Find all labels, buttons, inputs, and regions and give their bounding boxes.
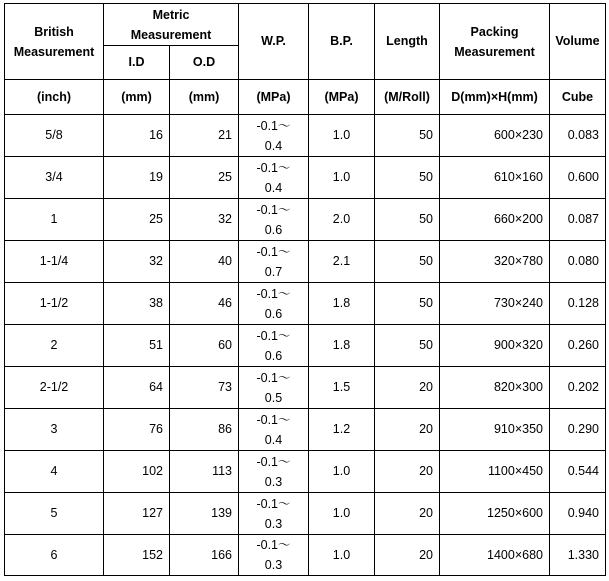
unit-bp: (MPa) xyxy=(309,80,375,115)
cell-length: 20 xyxy=(375,451,440,493)
cell-bp: 1.0 xyxy=(309,493,375,535)
cell-wp-max: 0.4 xyxy=(264,180,283,195)
cell-bp: 1.8 xyxy=(309,325,375,367)
cell-bp: 1.2 xyxy=(309,409,375,451)
header-british: British Measurement xyxy=(5,4,104,80)
header-wp: W.P. xyxy=(239,4,309,80)
cell-length: 50 xyxy=(375,283,440,325)
table-row xyxy=(5,199,606,241)
cell-wp-max: 0.5 xyxy=(264,390,283,405)
cell-volume: 0.080 xyxy=(550,241,606,283)
cell-id: 19 xyxy=(104,157,170,199)
cell-volume: 1.330 xyxy=(550,535,606,576)
header-length: Length xyxy=(375,4,440,80)
cell-volume: 0.260 xyxy=(550,325,606,367)
table-row xyxy=(5,115,606,157)
cell-id: 51 xyxy=(104,325,170,367)
cell-packing: 600×230 xyxy=(440,115,550,157)
cell-inch: 3 xyxy=(5,409,104,451)
cell-length: 20 xyxy=(375,535,440,576)
cell-wp xyxy=(239,199,309,241)
cell-od: 73 xyxy=(170,367,239,409)
cell-inch: 1 xyxy=(5,199,104,241)
cell-wp-max: 0.4 xyxy=(264,138,283,153)
cell-bp: 1.0 xyxy=(309,535,375,576)
cell-bp: 1.0 xyxy=(309,451,375,493)
cell-wp xyxy=(239,493,309,535)
cell-id: 64 xyxy=(104,367,170,409)
cell-length: 50 xyxy=(375,157,440,199)
cell-wp-min: -0.1～ xyxy=(256,496,291,511)
table-row xyxy=(5,493,606,535)
header-id: I.D xyxy=(104,46,170,80)
cell-packing: 320×780 xyxy=(440,241,550,283)
cell-id: 16 xyxy=(104,115,170,157)
cell-id: 102 xyxy=(104,451,170,493)
cell-wp-min: -0.1～ xyxy=(256,244,291,259)
cell-wp-min: -0.1～ xyxy=(256,160,291,175)
table-row xyxy=(5,241,606,283)
cell-inch: 3/4 xyxy=(5,157,104,199)
cell-id: 152 xyxy=(104,535,170,576)
header-packing: Packing Measurement xyxy=(440,4,550,80)
cell-wp xyxy=(239,115,309,157)
cell-id: 25 xyxy=(104,199,170,241)
cell-od: 166 xyxy=(170,535,239,576)
cell-volume: 0.544 xyxy=(550,451,606,493)
unit-volume: Cube xyxy=(550,80,606,115)
cell-wp-min: -0.1～ xyxy=(256,412,291,427)
cell-wp xyxy=(239,409,309,451)
cell-packing: 1100×450 xyxy=(440,451,550,493)
cell-length: 50 xyxy=(375,241,440,283)
header-metric: Metric Measurement xyxy=(104,4,239,46)
cell-wp-min: -0.1～ xyxy=(256,118,291,133)
cell-wp xyxy=(239,325,309,367)
cell-volume: 0.128 xyxy=(550,283,606,325)
cell-wp-max: 0.6 xyxy=(264,222,283,237)
cell-bp: 1.0 xyxy=(309,115,375,157)
cell-inch: 2-1/2 xyxy=(5,367,104,409)
cell-length: 50 xyxy=(375,199,440,241)
cell-packing: 1400×680 xyxy=(440,535,550,576)
cell-od: 113 xyxy=(170,451,239,493)
cell-od: 32 xyxy=(170,199,239,241)
cell-wp xyxy=(239,451,309,493)
cell-wp xyxy=(239,283,309,325)
cell-length: 20 xyxy=(375,367,440,409)
unit-packing: D(mm)×H(mm) xyxy=(440,80,550,115)
cell-length: 50 xyxy=(375,325,440,367)
cell-inch: 1-1/2 xyxy=(5,283,104,325)
cell-volume: 0.087 xyxy=(550,199,606,241)
cell-packing: 610×160 xyxy=(440,157,550,199)
unit-wp: (MPa) xyxy=(239,80,309,115)
cell-wp-min: -0.1～ xyxy=(256,370,291,385)
unit-length: (M/Roll) xyxy=(375,80,440,115)
table-row xyxy=(5,535,606,576)
table-row xyxy=(5,283,606,325)
cell-wp xyxy=(239,157,309,199)
cell-packing: 660×200 xyxy=(440,199,550,241)
spec-table xyxy=(4,3,606,576)
table-row xyxy=(5,451,606,493)
cell-volume: 0.290 xyxy=(550,409,606,451)
cell-wp-min: -0.1～ xyxy=(256,286,291,301)
cell-wp-max: 0.4 xyxy=(264,432,283,447)
cell-od: 139 xyxy=(170,493,239,535)
cell-length: 20 xyxy=(375,493,440,535)
table-row xyxy=(5,367,606,409)
cell-wp-max: 0.7 xyxy=(264,264,283,279)
cell-od: 86 xyxy=(170,409,239,451)
cell-volume: 0.083 xyxy=(550,115,606,157)
cell-od: 40 xyxy=(170,241,239,283)
cell-packing: 820×300 xyxy=(440,367,550,409)
cell-id: 76 xyxy=(104,409,170,451)
unit-od: (mm) xyxy=(170,80,239,115)
cell-bp: 1.8 xyxy=(309,283,375,325)
cell-od: 25 xyxy=(170,157,239,199)
cell-packing: 900×320 xyxy=(440,325,550,367)
cell-wp-min: -0.1～ xyxy=(256,328,291,343)
cell-id: 38 xyxy=(104,283,170,325)
cell-wp-max: 0.6 xyxy=(264,348,283,363)
table-row xyxy=(5,325,606,367)
header-volume: Volume xyxy=(550,4,606,80)
cell-length: 20 xyxy=(375,409,440,451)
header-od: O.D xyxy=(170,46,239,80)
cell-od: 60 xyxy=(170,325,239,367)
cell-bp: 1.0 xyxy=(309,157,375,199)
table-body xyxy=(5,115,606,576)
cell-id: 127 xyxy=(104,493,170,535)
table-row xyxy=(5,157,606,199)
cell-bp: 2.1 xyxy=(309,241,375,283)
cell-volume: 0.600 xyxy=(550,157,606,199)
cell-wp-min: -0.1～ xyxy=(256,202,291,217)
unit-british: (inch) xyxy=(5,80,104,115)
cell-od: 21 xyxy=(170,115,239,157)
cell-inch: 4 xyxy=(5,451,104,493)
cell-od: 46 xyxy=(170,283,239,325)
cell-volume: 0.940 xyxy=(550,493,606,535)
cell-wp xyxy=(239,241,309,283)
cell-wp xyxy=(239,535,309,576)
cell-inch: 5/8 xyxy=(5,115,104,157)
table-row xyxy=(5,409,606,451)
cell-bp: 2.0 xyxy=(309,199,375,241)
cell-inch: 2 xyxy=(5,325,104,367)
unit-id: (mm) xyxy=(104,80,170,115)
cell-id: 32 xyxy=(104,241,170,283)
cell-inch: 1-1/4 xyxy=(5,241,104,283)
cell-volume: 0.202 xyxy=(550,367,606,409)
cell-wp-min: -0.1～ xyxy=(256,454,291,469)
cell-packing: 910×350 xyxy=(440,409,550,451)
cell-packing: 1250×600 xyxy=(440,493,550,535)
cell-length: 50 xyxy=(375,115,440,157)
cell-wp-max: 0.6 xyxy=(264,306,283,321)
cell-wp-max: 0.3 xyxy=(264,558,283,572)
cell-wp xyxy=(239,367,309,409)
cell-wp-max: 0.3 xyxy=(264,516,283,531)
cell-wp-max: 0.3 xyxy=(264,474,283,489)
cell-packing: 730×240 xyxy=(440,283,550,325)
cell-wp-min: -0.1～ xyxy=(256,538,291,552)
cell-bp: 1.5 xyxy=(309,367,375,409)
cell-inch: 5 xyxy=(5,493,104,535)
header-bp: B.P. xyxy=(309,4,375,80)
cell-inch: 6 xyxy=(5,535,104,576)
